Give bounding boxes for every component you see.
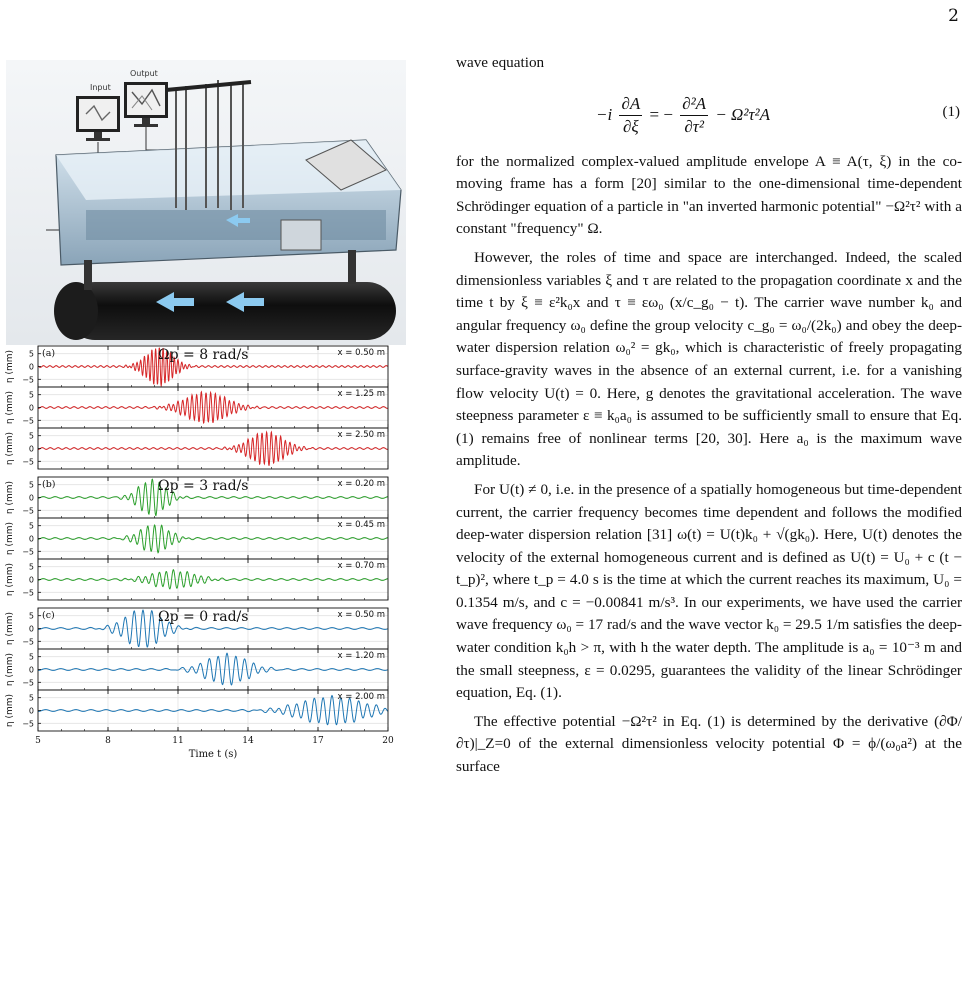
equation-number: (1) [942, 103, 960, 120]
y-tick-label: 0 [28, 362, 34, 372]
y-tick-label: 5 [28, 562, 34, 572]
eq-rhs-fraction [680, 93, 708, 139]
y-axis-label: η (mm) [5, 480, 15, 515]
position-label: x = 0.70 m [337, 561, 385, 571]
paragraph-4: The effective potential −Ω²τ² in Eq. (1) is determined by the derivative (∂Φ/∂τ)|_Z=0 of the external dimensionless velocity potential Φ = ϕ/(ω₀a²) at the surface [456, 712, 962, 776]
return-pipe [66, 282, 396, 340]
x-tick-label: 20 [382, 736, 394, 746]
y-tick-label: 5 [28, 480, 34, 490]
eq-rhs-tail: − Ω²τ²A [715, 104, 771, 124]
x-tick-label: 8 [105, 736, 111, 746]
y-axis-label: η (mm) [5, 693, 15, 728]
y-tick-label: 5 [28, 521, 34, 531]
position-label: x = 0.20 m [337, 479, 385, 489]
paragraph-3: For U(t) ≠ 0, i.e. in the presence of a spatially homogeneous but time-dependent current, the carrier frequency becomes time dependent and follows the modified deep-water dispersion relation [31] ω(t) = U(t)k₀ + √(gk₀). Here, U(t) denotes the velocity of the external homogeneous current and is defined as U(t) = U₀ + c (t − t_p)², where t_p = 4.0 s is the time at which the current reaches its maximum, U₀ = 0.1354 m/s, and c = −0.00841 m/s³. In our experiments, we have used the carrier wave frequency ω₀ = 17 rad/s and the wave vector k₀ = 29.5 1/m satisfies the deep-water condition k₀h > π, with h the water depth. The amplitude is a₀ = 10⁻³ m and the small steepness, ε = 0.0295, guarantees the validity of the linear Schrödinger equation, Eq. (1). [456, 480, 962, 702]
paragraph-2: However, the roles of time and space are interchanged. Indeed, the scaled dimensionless variables ξ and τ are related to the propagation coordinate x and the time t by ξ ≡ ε²k₀x and τ ≡ εω₀ (x/c_g₀ − t). The carrier wave number k₀ and angular frequency ω₀ define the group velocity c_g₀ = ω₀/(2k₀) and obey the deep-water dispersion relation ω₀² = gk₀, which is characteristic of freely propagating surface-gravity waves in the absence of an external current, i.e. for a vanishing flow velocity U(t) = 0. Here, g denotes the gravitational acceleration. The wave steepness parameter ε ≡ k₀a₀ is assumed to be sufficiently small to ensure that Eq. (1) remains free of nonlinear terms [20, 30]. Here a₀ is the maximum wave amplitude. [456, 248, 962, 470]
output-label: Output [130, 69, 158, 78]
y-tick-label: 5 [28, 349, 34, 359]
y-tick-label: 0 [28, 534, 34, 544]
y-tick-label: 0 [28, 403, 34, 413]
eq-lhs-prefix: −i [596, 104, 613, 124]
wave-flume-illustration [6, 60, 406, 345]
wave-series-line [38, 432, 388, 466]
y-tick-label: 5 [28, 652, 34, 662]
x-axis-label: Time t (s) [188, 749, 238, 760]
paragraph-1: for the normalized complex-valued amplitude envelope A ≡ A(τ, ξ) in the co-moving frame has a form [20] similar to the one-dimensional time-dependent Schrödinger equation of a particle in "an inverted harmonic potential" −Ω²τ² with a constant "frequency" Ω. [456, 152, 962, 238]
eq-sign: = − [649, 104, 673, 124]
input-label: Input [90, 83, 111, 92]
y-axis-label: η (mm) [5, 521, 15, 556]
eq-rhs-den: ∂τ² [684, 117, 704, 137]
wave-timeseries-figure [0, 338, 410, 1002]
y-tick-label: −5 [22, 719, 34, 729]
y-tick-label: 5 [28, 390, 34, 400]
x-tick-label: 17 [312, 736, 324, 746]
y-tick-label: 0 [28, 575, 34, 585]
y-tick-label: 0 [28, 665, 34, 675]
x-tick-label: 5 [35, 736, 41, 746]
eq-lhs-num: ∂A [619, 93, 642, 117]
y-tick-label: 5 [28, 431, 34, 441]
intro-text: wave equation [456, 54, 545, 71]
eq-lhs-fraction [619, 93, 642, 139]
page-number: 2 [948, 6, 959, 26]
y-tick-label: 0 [28, 706, 34, 716]
y-axis-label: η (mm) [5, 349, 15, 384]
position-label: x = 1.20 m [337, 651, 385, 661]
y-tick-label: −5 [22, 416, 34, 426]
eq-lhs-den: ∂ξ [623, 117, 639, 137]
y-tick-label: −5 [22, 547, 34, 557]
y-axis-label: η (mm) [5, 611, 15, 646]
y-axis-label: η (mm) [5, 431, 15, 466]
y-tick-label: 0 [28, 624, 34, 634]
y-tick-label: −5 [22, 457, 34, 467]
y-axis-label: η (mm) [5, 652, 15, 687]
position-label: x = 0.50 m [337, 348, 385, 358]
omega-label: Ωp = 8 rad/s [158, 347, 249, 363]
x-tick-label: 14 [242, 736, 254, 746]
eq-rhs-num: ∂²A [680, 93, 708, 117]
position-label: x = 0.50 m [337, 610, 385, 620]
y-tick-label: 5 [28, 693, 34, 703]
y-axis-label: η (mm) [5, 390, 15, 425]
equation-1 [456, 87, 962, 139]
y-tick-label: −5 [22, 506, 34, 516]
y-tick-label: −5 [22, 375, 34, 385]
panel-label: (c) [42, 610, 55, 621]
panel-label: (b) [42, 479, 56, 490]
omega-label: Ωp = 3 rad/s [158, 478, 249, 494]
x-tick-label: 11 [172, 736, 184, 746]
position-label: x = 2.50 m [337, 430, 385, 440]
body-text-column [456, 52, 962, 779]
omega-label: Ωp = 0 rad/s [158, 609, 249, 625]
y-tick-label: 0 [28, 444, 34, 454]
panel-label: (a) [42, 348, 56, 359]
wave-series-line [38, 653, 388, 685]
position-label: x = 0.45 m [337, 520, 385, 530]
y-tick-label: 0 [28, 493, 34, 503]
y-tick-label: 5 [28, 611, 34, 621]
position-label: x = 1.25 m [337, 389, 385, 399]
y-axis-label: η (mm) [5, 562, 15, 597]
position-label: x = 2.00 m [337, 692, 385, 702]
y-tick-label: −5 [22, 588, 34, 598]
y-tick-label: −5 [22, 637, 34, 647]
y-tick-label: −5 [22, 678, 34, 688]
